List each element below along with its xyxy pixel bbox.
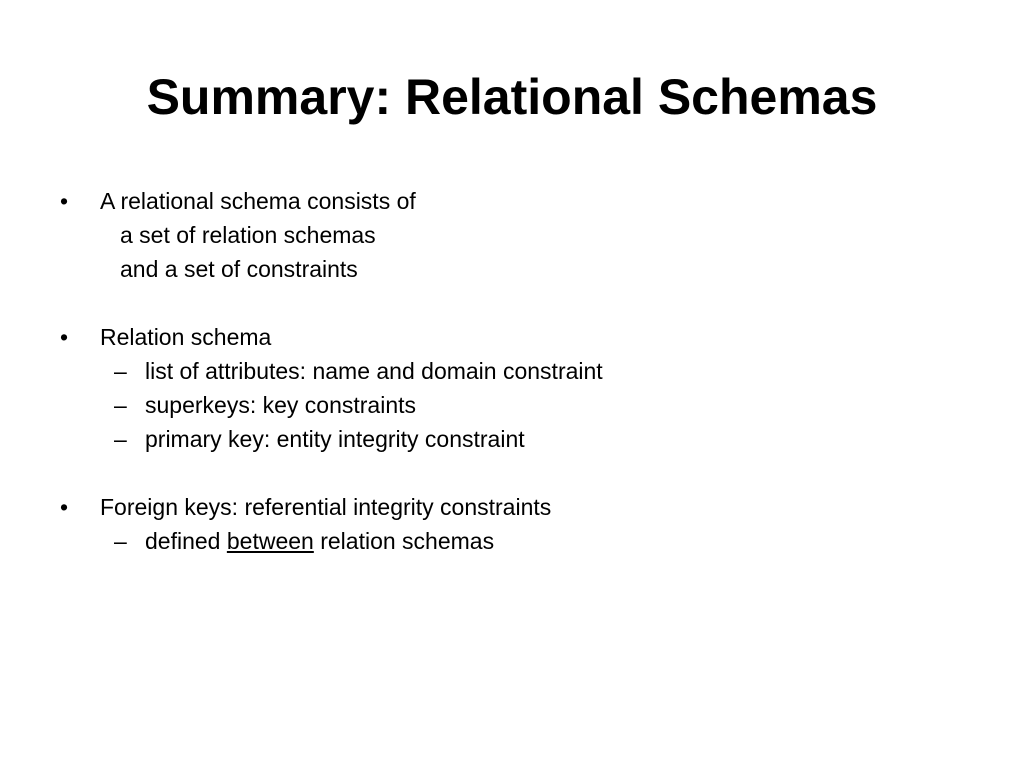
bullet-text: A relational schema consists of: [100, 188, 416, 214]
sub-bullet-item: [60, 354, 960, 388]
underlined-word: between: [226, 528, 314, 554]
dash-icon: –: [114, 358, 127, 384]
spacer: [60, 286, 960, 320]
slide-body: [60, 184, 960, 558]
sub-text-prefix: defined: [145, 528, 227, 554]
sub-bullet-text: primary key: entity integrity constraint: [145, 426, 525, 452]
slide-title: Summary: Relational Schemas: [146, 69, 878, 125]
bullet-icon: •: [60, 494, 69, 520]
continuation-line: [60, 218, 960, 252]
sub-bullet-item: [60, 524, 960, 558]
bullet-item: [60, 184, 960, 218]
dash-icon: –: [114, 528, 127, 554]
spacer: [60, 456, 960, 490]
sub-bullet-text: [145, 524, 494, 558]
sub-bullet-item: [60, 388, 960, 422]
bullet-text: Foreign keys: referential integrity constraints: [100, 494, 552, 520]
dash-icon: –: [114, 426, 127, 452]
bullet-icon: •: [60, 324, 69, 350]
bullet-item: [60, 490, 960, 524]
bullet-icon: •: [60, 188, 69, 214]
continuation-text: and a set of constraints: [120, 256, 358, 282]
sub-text-suffix: relation schemas: [313, 528, 495, 554]
continuation-text: a set of relation schemas: [120, 222, 376, 248]
bullet-item: [60, 320, 960, 354]
sub-bullet-item: [60, 422, 960, 456]
dash-icon: –: [114, 392, 127, 418]
continuation-line: [60, 252, 960, 286]
sub-bullet-text: superkeys: key constraints: [145, 392, 417, 418]
bullet-text: Relation schema: [100, 324, 272, 350]
sub-bullet-text: list of attributes: name and domain constraint: [145, 358, 603, 384]
